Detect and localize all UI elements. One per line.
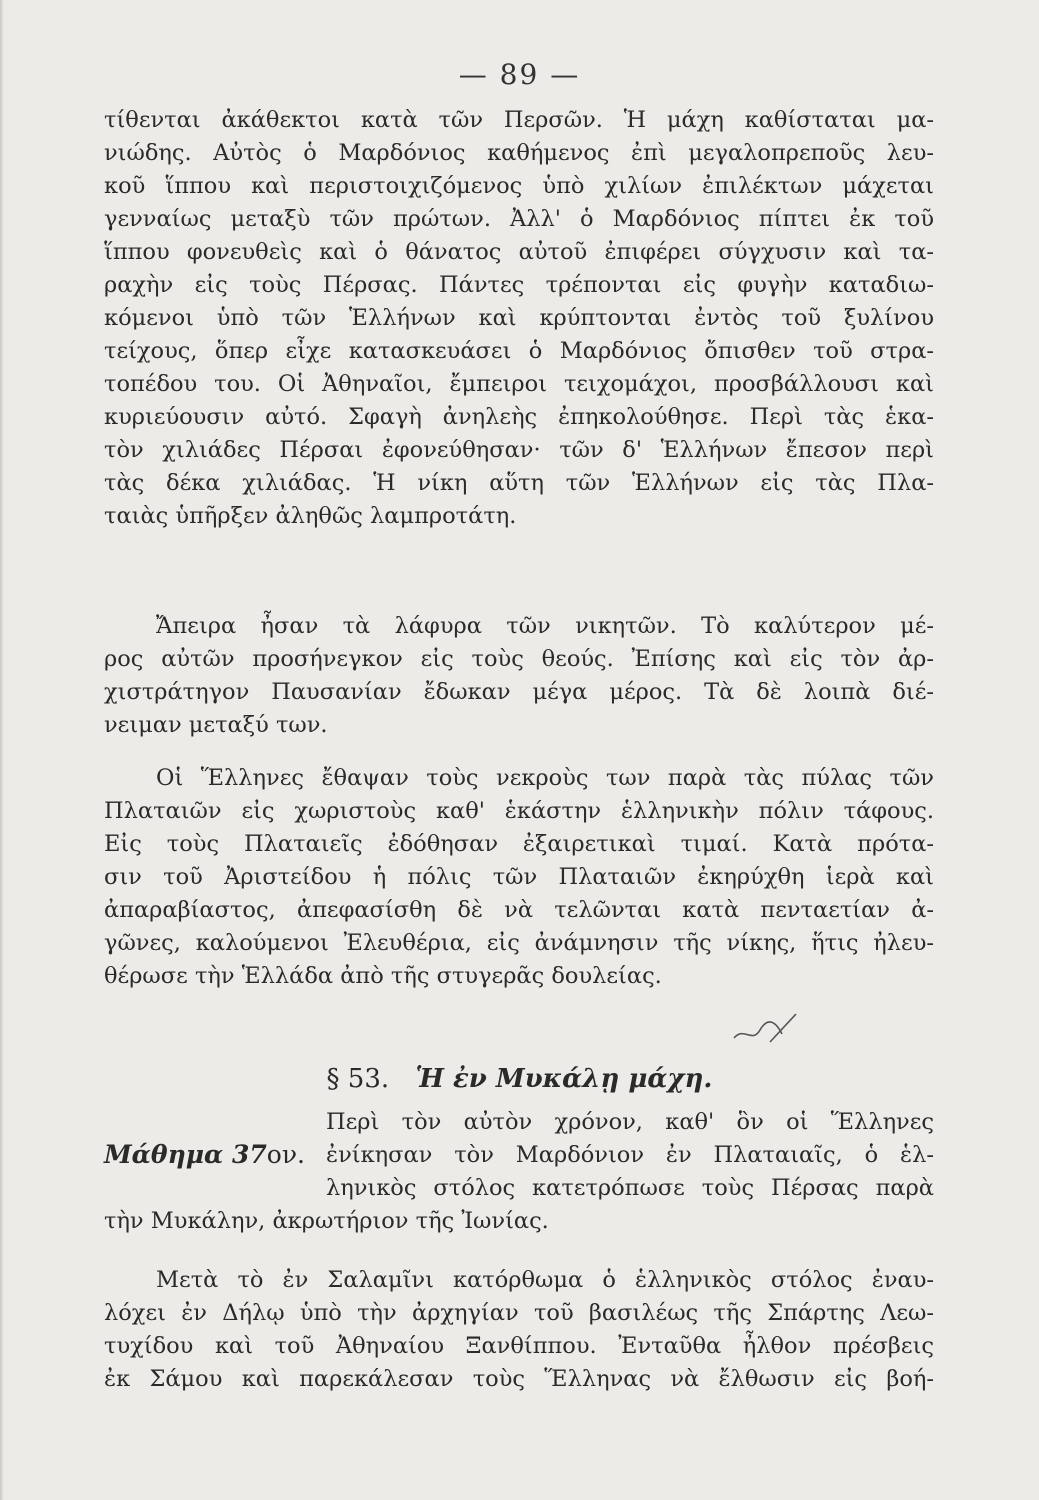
text-line: νειμαν μεταξύ των. bbox=[104, 712, 328, 738]
text-line: κυριεύουσιν αὐτό. Σφαγὴ ἀνηλεὴς ἐπηκολούθησε. Περὶ τὰς ἑκα- bbox=[104, 404, 934, 430]
text-line: ρος αὐτῶν προσήνεγκον εἰς τοὺς θεούς. Ἐπίσης καὶ εἰς τὸν ἀρ- bbox=[104, 646, 934, 672]
text-line: τείχους, ὅπερ εἶχε κατασκευάσει ὁ Μαρδόνιος ὄπισθεν τοῦ στρα- bbox=[104, 338, 934, 364]
text-line: κοῦ ἵππου καὶ περιστοιχιζόμενος ὑπὸ χιλίων ἐπιλέκτων μάχεται bbox=[104, 173, 934, 199]
text-line: λόχει ἐν Δήλῳ ὑπὸ τὴν ἀρχηγίαν τοῦ βασιλέως τῆς Σπάρτης Λεω- bbox=[104, 1300, 934, 1326]
text-line: τὰς δέκα χιλιάδας. Ἡ νίκη αὕτη τῶν Ἑλλήνων εἰς τὰς Πλα- bbox=[104, 470, 934, 496]
handwritten-mark bbox=[730, 1008, 800, 1052]
text-line: Μετὰ τὸ ἐν Σαλαμῖνι κατόρθωμα ὁ ἑλληνικὸς στόλος ἐναυ- bbox=[156, 1267, 934, 1293]
text-line: Εἰς τοὺς Πλαταιεῖς ἐδόθησαν ἐξαιρετικαὶ τιμαί. Κατὰ πρότα- bbox=[104, 831, 934, 857]
text-line: χιστράτηγον Παυσανίαν ἔδωκαν μέγα μέρος. Τὰ δὲ λοιπὰ διέ- bbox=[104, 679, 934, 705]
text-line: Οἱ Ἕλληνες ἔθαψαν τοὺς νεκροὺς των παρὰ τὰς πύλας τῶν bbox=[156, 765, 934, 791]
text-line: ἵππου φονευθεὶς καὶ ὁ θάνατος αὐτοῦ ἐπιφέρει σύγχυσιν καὶ τα- bbox=[104, 239, 934, 265]
text-line: σιν τοῦ Ἀριστείδου ἡ πόλις τῶν Πλαταιῶν ἐκηρύχθη ἱερὰ καὶ bbox=[104, 864, 934, 890]
section-heading bbox=[0, 1064, 1039, 1094]
lesson-number: Μάθημα 37 bbox=[104, 1140, 267, 1169]
paragraph-battle-plataea bbox=[104, 104, 934, 533]
text-line: ἐκ Σάμου καὶ παρεκάλεσαν τοὺς Ἕλληνας νὰ ἔλθωσιν εἰς βοή- bbox=[104, 1366, 934, 1392]
text-line: τοπέδου του. Οἱ Ἀθηναῖοι, ἔμπειροι τειχομάχοι, προσβάλλουσι καὶ bbox=[104, 371, 934, 397]
text-line: Περὶ τὸν αὐτὸν χρόνον, καθ' ὃν οἱ Ἕλληνες bbox=[326, 1109, 934, 1135]
text-line: γῶνες, καλούμενοι Ἐλευθέρια, εἰς ἀνάμνησιν τῆς νίκης, ἥτις ἠλευ- bbox=[104, 930, 934, 956]
text-line: τὴν Μυκάλην, ἀκρωτήριον τῆς Ἰωνίας. bbox=[104, 1208, 549, 1234]
text-line: νιώδης. Αὐτὸς ὁ Μαρδόνιος καθήμενος ἐπὶ μεγαλοπρεποῦς λευ- bbox=[104, 140, 934, 166]
paragraph-mycale-intro bbox=[104, 1106, 934, 1238]
text-line: Ἄπειρα ἦσαν τὰ λάφυρα τῶν νικητῶν. Τὸ καλύτερον μέ- bbox=[156, 613, 934, 639]
text-line: Πλαταιῶν εἰς χωριστοὺς καθ' ἑκάστην ἑλληνικὴν πόλιν τάφους. bbox=[104, 798, 934, 824]
paragraph-spoils bbox=[104, 610, 934, 742]
page-number: — 89 — bbox=[458, 58, 581, 91]
text-line: γενναίως μεταξὺ τῶν πρώτων. Ἀλλ' ὁ Μαρδόνιος πίπτει ἐκ τοῦ bbox=[104, 206, 934, 232]
page-edge-shadow bbox=[0, 0, 4, 1500]
text-line: κόμενοι ὑπὸ τῶν Ἑλλήνων καὶ κρύπτονται ἐντὸς τοῦ ξυλίνου bbox=[104, 305, 934, 331]
text-line: θέρωσε τὴν Ἑλλάδα ἀπὸ τῆς στυγερᾶς δουλείας. bbox=[104, 963, 662, 989]
text-line: τίθενται ἀκάθεκτοι κατὰ τῶν Περσῶν. Ἡ μάχη καθίσταται μα- bbox=[104, 107, 934, 133]
text-line: ταιὰς ὑπῆρξεν ἀληθῶς λαμπροτάτη. bbox=[104, 503, 517, 529]
text-line: ραχὴν εἰς τοὺς Πέρσας. Πάντες τρέπονται εἰς φυγὴν καταδιω- bbox=[104, 272, 934, 298]
text-line: ληνικὸς στόλος κατετρόπωσε τοὺς Πέρσας παρὰ bbox=[326, 1175, 934, 1201]
paragraph-burial bbox=[104, 762, 934, 993]
text-line: ἀπαραβίαστος, ἀπεφασίσθη δὲ νὰ τελῶνται κατὰ πενταετίαν ἀ- bbox=[104, 897, 934, 923]
text-line: ἐνίκησαν τὸν Μαρδόνιον ἐν Πλαταιαῖς, ὁ ἑλ- bbox=[326, 1142, 934, 1168]
text-line: τὸν χιλιάδες Πέρσαι ἐφονεύθησαν· τῶν δ' Ἑλλήνων ἔπεσον περὶ bbox=[104, 437, 934, 463]
section-number: § 53. bbox=[326, 1064, 390, 1094]
section-title: Ἡ ἐν Μυκάλῃ μάχη. bbox=[415, 1064, 713, 1094]
text-line: τυχίδου καὶ τοῦ Ἀθηναίου Ξανθίππου. Ἐνταῦθα ἦλθον πρέσβεις bbox=[104, 1333, 934, 1359]
lesson-suffix: ον. bbox=[266, 1140, 305, 1169]
paragraph-fleet-delos bbox=[104, 1264, 934, 1396]
